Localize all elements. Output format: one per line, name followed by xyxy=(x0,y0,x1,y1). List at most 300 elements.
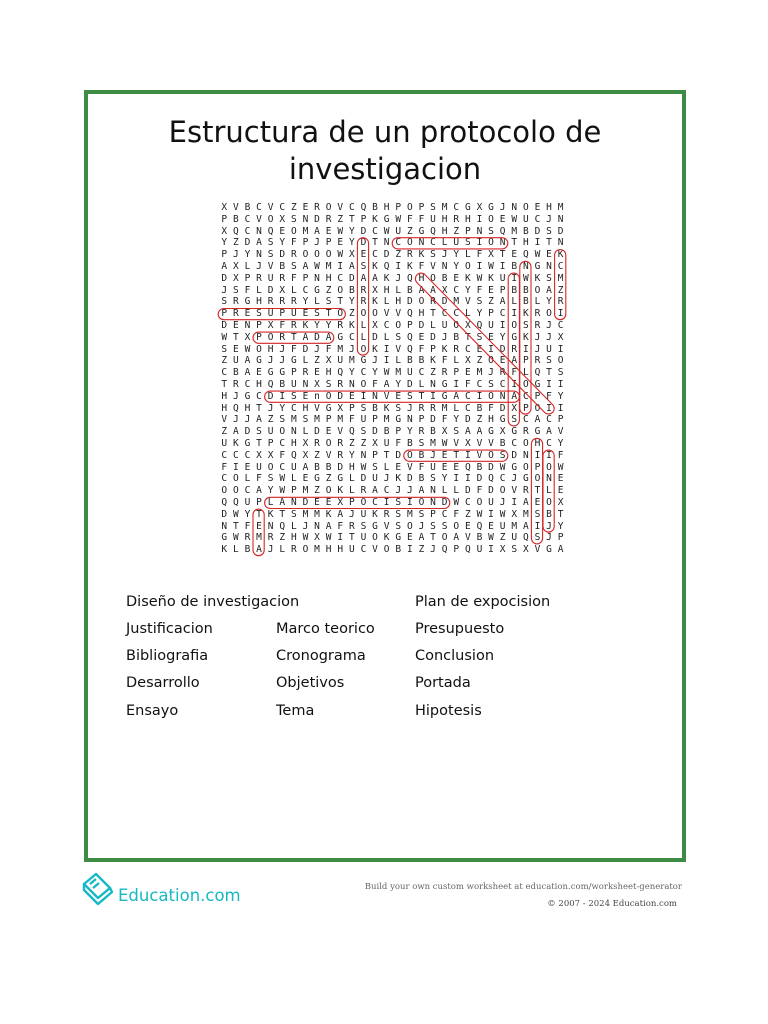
grid-letter: N xyxy=(256,249,262,261)
grid-letter: M xyxy=(290,414,297,426)
grid-letter: O xyxy=(511,320,518,331)
grid-letter: Z xyxy=(453,225,460,237)
grid-letter: O xyxy=(337,284,344,296)
grid-letter: X xyxy=(232,261,239,272)
grid-letter: R xyxy=(453,213,460,225)
grid-letter: B xyxy=(232,367,239,379)
grid-letter: F xyxy=(290,272,297,284)
grid-letter: O xyxy=(232,473,239,485)
grid-letter: O xyxy=(441,532,448,544)
grid-letter: U xyxy=(256,461,262,473)
grid-letter: F xyxy=(337,520,344,532)
grid-letter: O xyxy=(453,320,460,331)
grid-letter: G xyxy=(383,213,390,225)
grid-letter: C xyxy=(395,237,402,249)
grid-letter: Q xyxy=(267,379,274,390)
grid-letter: D xyxy=(314,213,320,225)
grid-letter: Q xyxy=(221,497,228,508)
grid-letter: A xyxy=(418,485,425,497)
grid-letter: O xyxy=(464,261,471,272)
grid-letter: Q xyxy=(232,402,239,414)
grid-letter: U xyxy=(383,438,390,449)
grid-letter: A xyxy=(302,331,309,343)
grid-letter: P xyxy=(221,308,228,320)
grid-letter: C xyxy=(372,225,378,237)
grid-letter: M xyxy=(302,508,309,520)
grid-letter: T xyxy=(348,213,355,225)
grid-letter: A xyxy=(534,414,541,426)
grid-letter: L xyxy=(395,355,402,367)
grid-letter: P xyxy=(453,367,460,379)
grid-letter: J xyxy=(406,402,413,414)
grid-letter: R xyxy=(348,520,355,532)
grid-letter: O xyxy=(488,355,494,367)
grid-letter: G xyxy=(499,414,506,426)
grid-letter: S xyxy=(395,497,402,508)
grid-letter: I xyxy=(476,261,483,272)
grid-letter: G xyxy=(290,355,297,367)
grid-letter: S xyxy=(430,202,436,213)
grid-letter: G xyxy=(325,402,332,414)
grid-letter: E xyxy=(244,461,251,473)
grid-letter: K xyxy=(430,355,436,367)
grid-letter: A xyxy=(511,355,518,367)
grid-letter: N xyxy=(499,237,506,249)
grid-letter: X xyxy=(557,497,564,508)
grid-letter: S xyxy=(406,390,413,402)
grid-letter: A xyxy=(302,461,309,473)
grid-letter: L xyxy=(395,284,402,296)
grid-letter: Q xyxy=(232,225,239,237)
grid-letter: F xyxy=(464,379,471,390)
grid-letter: A xyxy=(476,426,483,438)
grid-letter: Z xyxy=(314,449,320,461)
grid-letter: V xyxy=(488,438,494,449)
grid-letter: W xyxy=(488,532,494,544)
grid-letter: J xyxy=(383,473,390,485)
grid-letter: R xyxy=(418,426,425,438)
grid-letter: Y xyxy=(406,426,413,438)
grid-letter: L xyxy=(348,485,355,497)
grid-letter: E xyxy=(453,272,460,284)
grid-letter: D xyxy=(360,225,367,237)
grid-letter: D xyxy=(488,461,494,473)
grid-letter: C xyxy=(464,390,471,402)
grid-letter: P xyxy=(221,213,228,225)
grid-letter: I xyxy=(488,343,494,355)
grid-letter: P xyxy=(534,461,541,473)
grid-letter: O xyxy=(499,485,506,497)
grid-letter: U xyxy=(476,544,483,556)
grid-letter: H xyxy=(441,213,448,225)
grid-letter: Y xyxy=(279,402,286,414)
grid-letter: K xyxy=(372,261,378,272)
grid-letter: E xyxy=(348,390,355,402)
grid-letter: N xyxy=(221,520,228,532)
grid-letter: Y xyxy=(302,296,309,308)
grid-letter: F xyxy=(244,520,251,532)
grid-letter: N xyxy=(348,379,355,390)
grid-letter: N xyxy=(511,202,518,213)
grid-letter: W xyxy=(279,485,286,497)
grid-letter: R xyxy=(430,296,436,308)
grid-letter: A xyxy=(244,367,251,379)
grid-letter: X xyxy=(302,438,309,449)
grid-letter: C xyxy=(360,367,367,379)
word-item: Cronograma xyxy=(276,648,366,664)
grid-letter: M xyxy=(557,202,564,213)
grid-letter: O xyxy=(314,249,320,261)
grid-letter: S xyxy=(360,402,367,414)
grid-letter: K xyxy=(348,320,355,331)
grid-letter: D xyxy=(406,296,413,308)
grid-letter: L xyxy=(314,296,320,308)
grid-letter: K xyxy=(383,402,390,414)
grid-letter: E xyxy=(256,520,262,532)
grid-letter: U xyxy=(372,473,378,485)
grid-letter: Y xyxy=(348,296,355,308)
grid-letter: D xyxy=(383,249,390,261)
grid-letter: B xyxy=(325,461,332,473)
grid-letter: M xyxy=(256,532,262,544)
grid-letter: D xyxy=(441,296,448,308)
education-logo-icon xyxy=(80,868,116,908)
grid-letter: L xyxy=(534,296,541,308)
grid-letter: L xyxy=(430,320,436,331)
grid-letter: J xyxy=(418,520,425,532)
grid-letter: I xyxy=(534,237,541,249)
grid-letter: E xyxy=(325,426,332,438)
grid-letter: B xyxy=(511,261,518,272)
grid-letter: H xyxy=(546,202,552,213)
grid-letter: S xyxy=(534,508,541,520)
grid-letter: W xyxy=(244,343,251,355)
grid-letter: U xyxy=(522,213,529,225)
grid-letter: C xyxy=(279,202,286,213)
grid-letter: E xyxy=(395,390,402,402)
grid-letter: X xyxy=(244,331,251,343)
grid-letter: F xyxy=(418,343,425,355)
grid-letter: P xyxy=(302,272,309,284)
grid-letter: L xyxy=(244,473,251,485)
grid-letter: F xyxy=(488,402,494,414)
grid-letter: S xyxy=(430,473,436,485)
grid-letter: W xyxy=(221,331,228,343)
grid-letter: N xyxy=(430,379,436,390)
grid-letter: A xyxy=(325,520,332,532)
grid-letter: N xyxy=(476,225,483,237)
grid-letter: Z xyxy=(221,355,228,367)
grid-letter: H xyxy=(441,225,448,237)
found-word-highlight xyxy=(253,509,264,556)
grid-letter: J xyxy=(221,284,228,296)
grid-letter: U xyxy=(221,438,228,449)
grid-letter: Z xyxy=(430,367,436,379)
grid-letter: Q xyxy=(383,261,390,272)
grid-letter: F xyxy=(557,449,564,461)
grid-letter: E xyxy=(499,355,506,367)
grid-letter: V xyxy=(383,308,390,320)
grid-letter: P xyxy=(267,438,274,449)
grid-letter: Q xyxy=(476,520,483,532)
grid-letter: U xyxy=(430,213,436,225)
grid-letter: I xyxy=(383,355,390,367)
grid-letter: I xyxy=(476,390,483,402)
grid-letter: I xyxy=(406,497,413,508)
grid-letter: V xyxy=(372,544,378,556)
grid-letter: C xyxy=(383,485,390,497)
grid-letter: M xyxy=(302,225,309,237)
grid-letter: P xyxy=(348,402,355,414)
grid-letter: F xyxy=(511,367,518,379)
grid-letter: W xyxy=(314,261,320,272)
grid-letter: M xyxy=(337,343,344,355)
grid-letter: Y xyxy=(348,225,355,237)
grid-letter: D xyxy=(557,225,564,237)
grid-letter: G xyxy=(314,473,320,485)
grid-letter: Z xyxy=(314,355,320,367)
grid-letter: B xyxy=(476,532,483,544)
grid-letter: E xyxy=(256,367,262,379)
grid-letter: S xyxy=(511,544,518,556)
grid-letter: H xyxy=(221,390,228,402)
grid-letter: P xyxy=(372,414,378,426)
grid-letter: L xyxy=(464,249,471,261)
grid-letter: I xyxy=(546,402,552,414)
grid-letter: B xyxy=(499,438,506,449)
grid-letter: Y xyxy=(244,249,251,261)
grid-letter: S xyxy=(267,249,274,261)
grid-letter: W xyxy=(232,508,239,520)
grid-letter: R xyxy=(360,296,367,308)
grid-letter: D xyxy=(499,343,506,355)
grid-letter: Y xyxy=(348,237,355,249)
grid-letter: O xyxy=(522,438,529,449)
grid-letter: D xyxy=(337,390,344,402)
grid-letter: A xyxy=(314,225,320,237)
grid-letter: M xyxy=(441,402,448,414)
found-word-highlight xyxy=(265,391,520,402)
grid-letter: S xyxy=(360,261,367,272)
grid-letter: C xyxy=(302,284,309,296)
grid-letter: D xyxy=(464,485,471,497)
grid-letter: O xyxy=(522,202,529,213)
grid-letter: R xyxy=(418,402,425,414)
grid-letter: V xyxy=(267,202,274,213)
grid-letter: E xyxy=(557,485,564,497)
grid-letter: E xyxy=(360,249,367,261)
grid-letter: H xyxy=(488,414,494,426)
grid-letter: T xyxy=(221,379,228,390)
generator-link[interactable]: Build your own custom worksheet at education.com/worksheet-generator xyxy=(364,882,682,892)
word-item: Plan de expocision xyxy=(415,594,551,610)
grid-letter: N xyxy=(256,225,262,237)
grid-letter: L xyxy=(383,296,390,308)
grid-letter: B xyxy=(511,284,518,296)
grid-letter: P xyxy=(499,284,506,296)
grid-letter: C xyxy=(441,308,448,320)
grid-letter: V xyxy=(534,544,541,556)
grid-letter: V xyxy=(430,261,436,272)
grid-letter: P xyxy=(406,320,413,331)
grid-letter: G xyxy=(534,379,541,390)
grid-letter: W xyxy=(557,461,564,473)
grid-letter: O xyxy=(534,402,541,414)
grid-letter: S xyxy=(430,249,436,261)
grid-letter: A xyxy=(418,532,425,544)
grid-letter: S xyxy=(546,355,552,367)
grid-letter: F xyxy=(546,390,552,402)
grid-letter: F xyxy=(476,249,483,261)
grid-letter: J xyxy=(279,343,286,355)
grid-letter: S xyxy=(290,390,297,402)
grid-letter: O xyxy=(325,202,332,213)
grid-letter: T xyxy=(499,249,506,261)
grid-letter: W xyxy=(325,532,332,544)
grid-letter: P xyxy=(325,414,332,426)
grid-letter: S xyxy=(279,414,286,426)
grid-letter: K xyxy=(464,272,471,284)
grid-letter: Q xyxy=(406,343,413,355)
grid-letter: Y xyxy=(476,308,483,320)
grid-letter: O xyxy=(488,237,494,249)
grid-letter: U xyxy=(511,532,518,544)
grid-letter: H xyxy=(325,544,332,556)
grid-letter: S xyxy=(267,473,274,485)
grid-letter: O xyxy=(256,343,262,355)
grid-letter: L xyxy=(232,544,239,556)
grid-letter: Z xyxy=(325,284,332,296)
grid-letter: N xyxy=(418,237,425,249)
grid-letter: J xyxy=(488,367,494,379)
grid-letter: X xyxy=(302,449,309,461)
grid-letter: L xyxy=(383,331,390,343)
grid-letter: K xyxy=(406,261,413,272)
grid-letter: E xyxy=(418,331,425,343)
grid-letter: O xyxy=(267,331,274,343)
grid-letter: J xyxy=(267,402,274,414)
grid-letter: Y xyxy=(325,320,332,331)
grid-letter: S xyxy=(499,449,506,461)
grid-letter: N xyxy=(546,473,552,485)
grid-letter: A xyxy=(546,426,552,438)
grid-letter: E xyxy=(453,461,460,473)
grid-letter: J xyxy=(546,520,552,532)
grid-letter: S xyxy=(418,438,425,449)
grid-letter: N xyxy=(557,237,564,249)
grid-letter: B xyxy=(314,461,320,473)
grid-letter: Y xyxy=(267,485,274,497)
grid-letter: D xyxy=(244,237,251,249)
grid-letter: V xyxy=(337,426,344,438)
grid-letter: R xyxy=(337,379,344,390)
grid-letter: R xyxy=(534,308,541,320)
grid-letter: T xyxy=(557,508,564,520)
grid-letter: S xyxy=(430,520,436,532)
grid-letter: E xyxy=(534,497,541,508)
grid-letter: P xyxy=(534,390,541,402)
grid-letter: I xyxy=(499,261,506,272)
grid-letter: F xyxy=(476,284,483,296)
grid-letter: A xyxy=(279,497,286,508)
grid-letter: S xyxy=(546,225,552,237)
grid-letter: Z xyxy=(232,237,239,249)
grid-letter: S xyxy=(395,402,402,414)
grid-letter: J xyxy=(534,331,541,343)
grid-letter: Q xyxy=(522,532,529,544)
grid-letter: I xyxy=(464,473,471,485)
grid-letter: K xyxy=(302,320,309,331)
grid-letter: P xyxy=(464,225,471,237)
grid-letter: G xyxy=(418,225,425,237)
grid-letter: S xyxy=(476,331,483,343)
grid-letter: O xyxy=(453,520,460,532)
grid-letter: C xyxy=(441,508,448,520)
grid-letter: R xyxy=(453,343,460,355)
grid-letter: G xyxy=(337,331,344,343)
grid-letter: S xyxy=(256,308,262,320)
grid-letter: U xyxy=(244,497,251,508)
education-logo[interactable] xyxy=(80,868,280,908)
grid-letter: Q xyxy=(406,272,413,284)
grid-letter: K xyxy=(221,544,228,556)
grid-letter: K xyxy=(557,249,564,261)
grid-letter: C xyxy=(221,449,228,461)
grid-letter: T xyxy=(256,438,262,449)
grid-letter: U xyxy=(267,426,274,438)
grid-letter: P xyxy=(453,544,460,556)
grid-letter: S xyxy=(557,367,564,379)
grid-letter: B xyxy=(418,449,425,461)
grid-letter: G xyxy=(221,532,228,544)
grid-letter: D xyxy=(279,249,286,261)
grid-letter: D xyxy=(302,343,309,355)
grid-letter: M xyxy=(511,225,518,237)
grid-letter: S xyxy=(290,213,297,225)
grid-letter: X xyxy=(256,449,262,461)
grid-letter: L xyxy=(546,485,552,497)
grid-letter: O xyxy=(325,249,332,261)
grid-letter: F xyxy=(221,461,228,473)
grid-letter: C xyxy=(453,308,460,320)
grid-letter: I xyxy=(546,449,552,461)
grid-letter: A xyxy=(337,508,344,520)
grid-letter: H xyxy=(383,202,390,213)
grid-letter: O xyxy=(325,390,332,402)
grid-letter: O xyxy=(546,461,552,473)
grid-letter: Y xyxy=(279,237,286,249)
grid-letter: U xyxy=(395,225,402,237)
grid-letter: T xyxy=(325,308,332,320)
found-word-highlight xyxy=(357,238,368,355)
grid-letter: N xyxy=(441,261,448,272)
found-word-highlight xyxy=(543,450,554,532)
grid-letter: J xyxy=(232,414,239,426)
grid-letter: V xyxy=(557,426,564,438)
grid-letter: N xyxy=(302,379,309,390)
grid-letter: H xyxy=(325,272,332,284)
grid-letter: C xyxy=(546,414,552,426)
grid-letter: F xyxy=(256,473,262,485)
grid-letter: D xyxy=(511,449,518,461)
grid-letter: C xyxy=(290,402,297,414)
word-bank xyxy=(126,594,646,734)
grid-letter: W xyxy=(383,225,390,237)
grid-letter: D xyxy=(267,284,274,296)
grid-letter: C xyxy=(453,284,460,296)
grid-letter: K xyxy=(534,272,541,284)
grid-letter: Q xyxy=(441,544,448,556)
